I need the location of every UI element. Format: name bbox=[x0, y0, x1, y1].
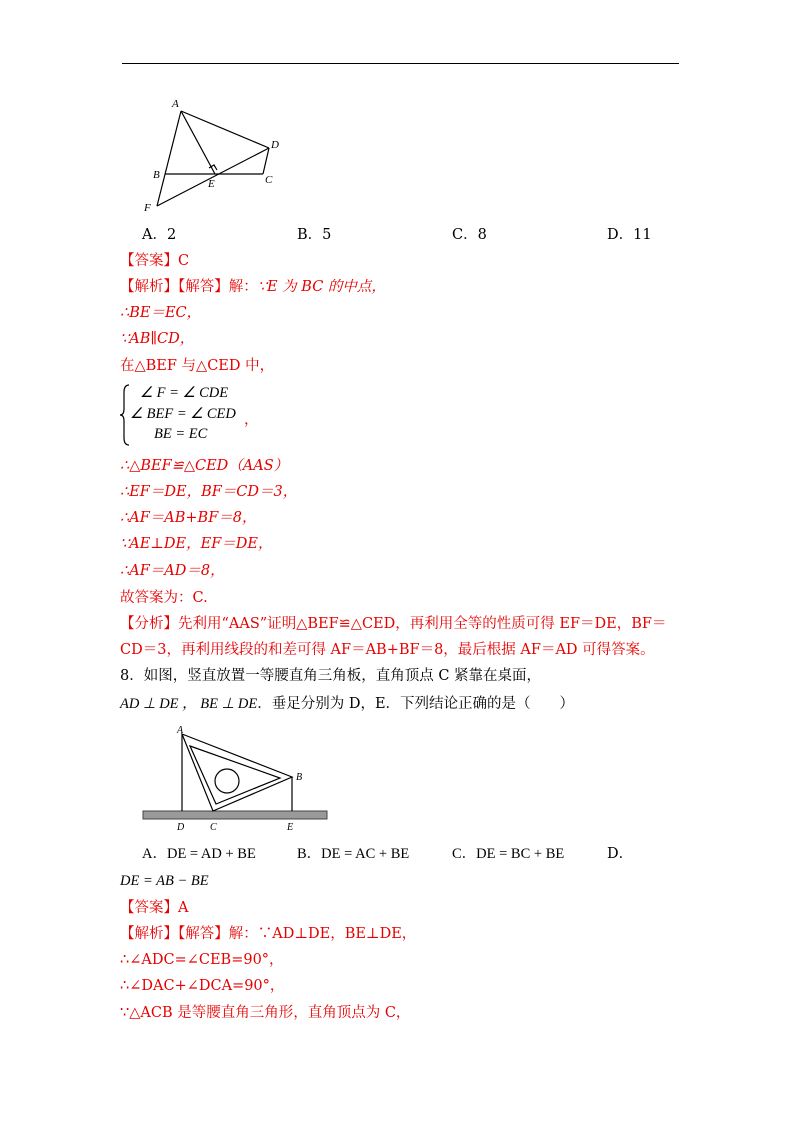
q7-option-c: C．8 bbox=[452, 227, 487, 243]
stem-math: AD ⊥ DE ， BE ⊥ DE bbox=[120, 696, 258, 712]
solution-tag: 【解析】【解答】解： bbox=[120, 926, 258, 942]
label-c: C bbox=[210, 822, 217, 833]
q7-solution-line-6: ∴EF＝DE，BF＝CD＝3， bbox=[120, 484, 298, 500]
segment-af bbox=[157, 111, 181, 206]
solution-text: ∵AD⊥DE，BE⊥DE， bbox=[257, 926, 417, 942]
system-row-1: ∠ F = ∠ CDE bbox=[140, 385, 229, 401]
q8-option-c: C．DE = BC + BE bbox=[452, 846, 565, 862]
system-row-3: BE = EC bbox=[154, 426, 208, 442]
segment-ad bbox=[181, 111, 269, 148]
stem-text: ．垂足分别为 D，E．下列结论正确的是（ ） bbox=[257, 696, 575, 712]
label-a: A bbox=[177, 725, 184, 736]
q8-figure bbox=[138, 722, 334, 834]
label-c: C bbox=[265, 174, 273, 186]
segment-dc bbox=[263, 148, 269, 174]
label-a: A bbox=[172, 98, 179, 110]
triangle-acb bbox=[182, 734, 292, 811]
q8-stem-line-1: 8．如图，竖直放置一等腰直角三角板，直角顶点 C 紧靠在桌面， bbox=[120, 668, 542, 684]
q8-answer: 【答案】A bbox=[120, 900, 189, 916]
q8-solution-line-3: ∴∠DAC+∠DCA=90°， bbox=[120, 978, 285, 994]
label-d: D bbox=[177, 822, 185, 833]
q7-option-d: D．11 bbox=[607, 227, 652, 243]
solution-tag: 【解析】【解答】解： bbox=[120, 279, 258, 295]
label-d: D bbox=[271, 139, 279, 151]
q8-stem-line-2 bbox=[120, 695, 574, 713]
q7-solution-line-2: ∴BE＝EC， bbox=[120, 305, 202, 321]
q8-option-a: A．DE = AD + BE bbox=[142, 846, 256, 862]
solution-text: ∵E 为 BC 的中点， bbox=[257, 279, 386, 295]
segment-df bbox=[157, 148, 269, 206]
desk-surface bbox=[143, 811, 327, 819]
q7-solution-line-4: 在△BEF 与△CED 中， bbox=[120, 358, 275, 374]
q8-option-d-continued: DE = AB − BE bbox=[120, 873, 209, 889]
segment-ae bbox=[181, 111, 215, 174]
q7-solution-line-7: ∴AF＝AB+BF＝8， bbox=[120, 510, 257, 526]
q7-equation-system bbox=[120, 384, 280, 446]
q8-solution-line-4: ∵△ACB 是等腰直角三角形，直角顶点为 C， bbox=[120, 1005, 411, 1021]
q8-solution-line-1 bbox=[120, 925, 416, 943]
q7-solution-line-1 bbox=[120, 278, 386, 296]
label-b: B bbox=[153, 169, 160, 181]
q8-option-b: B．DE = AC + BE bbox=[297, 846, 410, 862]
left-brace bbox=[120, 384, 130, 446]
system-comma: ， bbox=[244, 412, 259, 428]
q7-figure bbox=[138, 96, 288, 214]
q7-solution-line-5: ∴△BEF≌△CED（AAS） bbox=[120, 458, 289, 474]
label-f: F bbox=[144, 202, 151, 214]
q7-solution-line-3: ∵AB∥CD， bbox=[120, 331, 195, 347]
analysis-text: 先利用“AAS”证明△BEF≌△CED，再利用全等的性质可得 EF＝DE，BF＝ bbox=[178, 616, 667, 632]
label-e: E bbox=[208, 178, 215, 190]
q8-option-d: D． bbox=[607, 846, 634, 862]
label-b: B bbox=[296, 772, 303, 783]
q7-option-b: B．5 bbox=[297, 227, 332, 243]
q7-answer: 【答案】C bbox=[120, 253, 190, 269]
q7-solution-line-9: ∴AF＝AD＝8， bbox=[120, 563, 225, 579]
system-row-2: ∠ BEF = ∠ CED bbox=[130, 406, 236, 422]
q8-solution-line-2: ∴∠ADC=∠CEB=90°， bbox=[120, 952, 284, 968]
q7-solution-line-10: 故答案为：C. bbox=[120, 590, 208, 606]
q7-analysis-line-2: CD＝3，再利用线段的和差可得 AF＝AB+BF＝8，最后根据 AF＝AD 可得答案。 bbox=[120, 642, 655, 658]
label-e: E bbox=[287, 822, 294, 833]
q7-solution-line-8: ∵AE⊥DE，EF＝DE， bbox=[120, 536, 273, 552]
q7-option-a: A．2 bbox=[142, 227, 177, 243]
q7-analysis-line-1 bbox=[120, 615, 666, 633]
header-rule bbox=[122, 63, 679, 64]
triangle-hole bbox=[215, 769, 239, 793]
analysis-tag: 【分析】 bbox=[120, 616, 178, 632]
